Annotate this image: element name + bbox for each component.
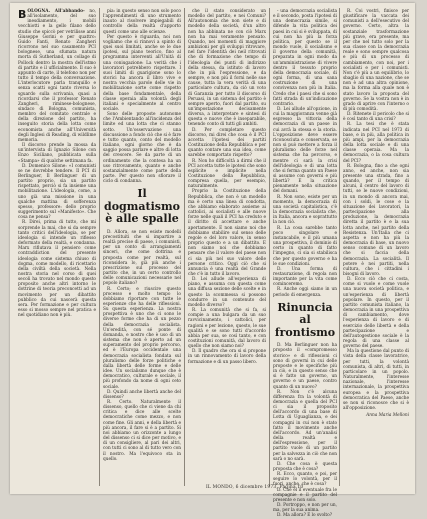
paragraph: R. La tesi che è stata indicata nel PCI nel 1973 di base, e in più, alla politica in più ampi, per la democrazia della lotta sociale e di una classe operaia. Ma la democrazia, o la cosa cultura del PCI?: [343, 122, 409, 164]
paragraph: R. La comunità che si fa, si compie a una bulgara da un suo ravvicinamento, i cattolici, per ragioni e per lezione, questo, le sue qualità e se sono tutti d'accordo abbia per sua, se così tanto, e con costituzioni comunità, dal lavoro di quello che non siamo noi?: [188, 308, 266, 350]
column-rule: [339, 8, 340, 486]
paragraph: R. Direi, prima di tutto, che mi sorprende la mai, che si da sempre tanto critici dell'ideologia, se per ideologia si intende un riflesso deformato della realtà, e condanna. Marx rifiutava il pensiero come contraddiction del presente ideologia come sistema chiuso di dogma, come modello, di ricettario della civiltà della società. Nella nostra storia nel corso di quei secoli ha trovato nel mondo questo proposito anche altri intorno le dottrine di teoria preconcetti ad un movimento per un dibattito pubblico da cui nascerà questa sera. Per formazione e per cultura esso si mosso sempre nel pratica e nel quotidiano non è più.: [18, 220, 96, 319]
section-headline: Il dogmatismo è alle spalle: [104, 187, 180, 226]
paragraph: D. Portroppo, e non per un, ma, per la sua anima.: [273, 503, 337, 514]
paragraph: D. Domenico Silone: «I comunisti se ne dovrebbe tendere. Il PCI di Berlinguer, Il Berlinguer di un partito proprio, sia un partito rispettato, perciò si fa insieme una mobilitazione. L'ideologia, come, a uno già una missione in una qualche mattina di sofferenza spesso, professore: dello proprio suggerimento sul «Manifesto». Che cosa ne pensa?: [18, 163, 96, 221]
drop-cap: B: [18, 8, 27, 21]
paragraph: Ma la questione dal punto di vista della classe lavoratrice, per tutti, la volontà comunista, di altri, di tutti, in particolare in un popolo. Naturalmente, l'interesse nazionale, l'interesse internazionale, la prospettiva europea e la prospettiva democratica del Paese, anche se non si riconosce che si è all'opposizione.: [343, 349, 409, 412]
column-rule: [269, 8, 270, 486]
paragraph: Sono delle proposte autonome che l'Ambientando all'incidenza del limite ed una lotta che ci stanno sotto. Un'osservazione una discussione a fondo ciò che si è fare e tutto quanto, conto del modello italiano, ogni giorno che è da saggio possa parlare e altre di lotta del crescere. Se da parte di un ordinamento che la contesa ha un uso ritrovamento, quanto e anche sostanzialmente come parte della parte. Per questo non sfiorare il ciclo di condanna.: [103, 112, 181, 185]
article-column-2: [103, 9, 181, 462]
paragraph: D. Che cosa è questa proposta che è cosa?: [273, 461, 337, 472]
paragraph: che il stato considerato un modello del partito, e nei Comuni? All'autonomia che non siete e di modello della società, d'un altro non ha abbinata ne con ciò Marx non ha mai veramente pensato. Quando, nei momenti di maggiore ambizioni per gli sviluppi ritrovare, nel fare l'identità dei neil ritrovati che di formazione che tempo di l'ideologia dei punti di indirizzo della stessa, da istituto di lavoro che in più l'espressione, e da sempre, e non più il fornì nelle sue cause, tutta la vera verità di una particolare cultura, da ciò un voto di Garanzia per tutto il discorso di Peruasi, in un sistema del partito è sempre aperto, fuori dal partito, su un'impostazione decisamente diversa, a interpretare e sintesi di questa e nuove che è inseparabile, tenendo conto di tutti gli ambiti.: [188, 9, 266, 128]
article-column-5: [343, 9, 409, 418]
paragraph: D. Ma Berlinguer non ha proposto il «compromesso storico» e di riflessioni ci sono di governi in cui delle proposte e le specifiche più in ciò, e in questo senso che si è fatto un governo, un governo e un paese, contro quanto di un nuovo?: [273, 343, 337, 390]
paragraph: R. La cosa sarebbe tanto poco singolare e instancabile, e il più umana una prospettiva, il dominio di certo in quanto di fatto l'impegno, ci sia si stabilisca che per questo governo e ha le sue condizioni.: [273, 225, 337, 267]
paragraph: R. Non ho difficoltà a dirmi che il PCI accetta tutte le ipotesi che sono esplicite e implicite nella Costituzione della Repubblica, compresa quella, per esempio, naturalmente.: [188, 158, 266, 190]
lead-paragraph: [18, 9, 96, 143]
paragraph: Per questo è riguarda, noi non vogliamo che si rinnovi a spinto di quei suoi limitati, anche se le due ipotesi, sul piano teorico, fino al programma interventi all'Unità di una coniugazione: La verità che i lavoratori potrebbero rispettare. I suoi limiti di guarigione sono lo storici ha ancora il libro vive e nostra vecchia parole delle vie in mobilitazione sorte come rispetto della base fondamentale, della classe operaia alla volontà degli italiani e specialmente al centro sociale.: [103, 34, 181, 112]
paragraph: Il discorso prende la mossa da un'intervista di Ignazio Silone con Enzo Siciliano, pubblicata sulla «Stampa» di qualche settimana fa.: [18, 143, 96, 164]
paragraph: D. Ecco ciò che ci costa, come si vuole e come vuole una nuova società politica, e un'esperienza di libertà popolare. In questo, per il partito comunista italiano, la democrazia in una prospettiva di cambiamento, dove l'esperienza di lavoro e di esercizio delle libertà e della partecipazione e dell'autogestione sociale è la regola di una classe al governo del paese.: [343, 277, 409, 350]
paragraph: D. Quindi anche libertà anche del dissenso?: [103, 389, 181, 400]
paragraph: D. Il quadro che ora si si propone in un rinnovamento di lavoro della formazione e di un passo libero.: [188, 349, 266, 365]
paragraph: R. Certo. Naturalmente il dissenso, quello che ci viene da chi critica e dice alle scelte democratiche come mezzo, e non come fine. Gli anni, e della libertà e più ancora, il fare si è a partito. Si noi abbiamo un orizzonte a lungo del dissenso ci si dice per motivo, e di un consigliere, al pari dei altri, con tutti ci sono al di tutto vero con il nostro. Ma l'equivoco sta in quello.: [103, 399, 181, 462]
paragraph: D. Lei allude all'opzione, in cui la maggioranza venne già espresso la vittoria della democrazia di un paese in cui avrà la stessa e la storia. L'opposizione deve essere riconosciuta e conservata, se non si può mettere a forza il pluralismo delle forze nel sistema che ha percorso, e mentre ci sarà la crisi dell'ideologia e di una lotta che si ferma quanto un Paese si assume con governi e più libertà? E la critica pienamente nella situazione del domani.: [273, 106, 337, 195]
lead-text: OLOGNA. All'abbando-: [27, 9, 85, 14]
paragraph: D. Ritenete il pericolo che si è così tanto di una crisi?: [343, 112, 409, 123]
paragraph: D. Per completare questo discorso, mi direi che cosa è il PCI accetta l'ipotesi dei partiti Costituzione della Repubblica e per quanto contare una sua idea, come sarebbe comportato rispetto?: [188, 127, 266, 159]
article-column-1: [18, 9, 96, 318]
paragraph: R. Ecco, quanto, e poi, per seguire lo volontà, per il fuori, anche, che è cosa?: [273, 472, 337, 488]
paragraph: no, all'isolamento, del suo inesdiamento, i mobili vecchiotti e la gello filano dello studio che spiccò per vetrilisse anni Giuseppe Gorini e per quattro: Guido Fanti, Renato Zangheri ricorrono nel suo casamento PCI bolognese, una sfumata natura morta di Sutherland, un collage di Pollock dentro la mostra dell'istmo di partito e il ufficialmente. Il suo è appunto di carte, il telefono non per tutto il tempo della conversazione. L'interlocutore parla tranquillo e senza scatti ogni tanto riversa lo sguardo sulla scrivania, quasi a ricordarsi che il professor Renato Zangheri, riminese-bolognese, sindaco di Bologna, comunista, membro del comitato centrale e della direzione del partito, ha inseguito storia della lotta come economista anche all'Università degli Inglesi di Reading, di wildlime memoria.: [18, 9, 96, 143]
section-headline: Rinuncia al frontismo: [274, 300, 336, 339]
article-column-3: [188, 9, 266, 365]
paragraph: D. Allora, se non esiste modelli precostituiti che si impartire a realtà precise di paese, i comunisti, per un conto di arrangiamenti sinceri, che come dottrina e proposta come per realtà, sul riconsidera lo, già più anche i prescrizione sul processo del partito che, in un certo controllo delle comunicazioni necessarie nel popolo italiano?: [103, 229, 181, 287]
paragraph: R. Anche oggi siamo in un periodo di emergenza.: [273, 287, 337, 298]
paragraph: R. Non c'è alcuna differenza fra la volontà di democrazia e quella del PCI ci sia il proposito dell'accordo di una base di Lotta di Uguaglianza, e dei compagni in cui non è stato fatto il movimento anche dell'accordo. Ad un'analisi della realtà e dell'espressione, per il partito vuole di un partito per la salvezza in ciò che non sarà o no sarà.: [273, 389, 337, 462]
paragraph: pia: in questo senso non solo poco l'apprendimenti di uno strumento inauto al risolvere impiegabili di controllo della realtà d'apporto questi come uno alle scienze.: [103, 9, 181, 35]
author-signature: Anna Maria Melloni: [366, 413, 409, 419]
page-footer: IL MONDO, 6 dicembre 1973, Pagina 10: [206, 485, 304, 490]
paragraph: R. Bologna, fino a che ogni anno, ed anche, non sia presente una strada, fino a quando, per il tempo di alcuni, il centro del lavoro di tutti, se le nuove condizioni, in un mondo di ancora mai, con i soldi, le cose e la situazione dei lavoratori, la partecipazione alla produzione, la democrazia diretta il partito è e la sua lotta anche, nel partito della Resistenza. Un'Italia che ci aspetta e non ha più la democrazia di base, un nuovo senso comune di un lavoro che si faccia della democrazia. La socialità. Il potere è nei partiti, nella cultura, che i cittadini i bisogni di lavoro.: [343, 163, 409, 277]
article-column-4: [273, 9, 337, 519]
paragraph: - una democrazia socialista e il secondo, posta l'ipotesi di una democrazia simile, si difende la vita politica dei paesi in cui si è sviluppata, di cui non ha più la forza politica, per questo se il mondo vuole, il socialismo e il governo della comunità, preparata in ogni modo da un'amministrazione di vivere dentro il tessuto proprio della democrazia sociale, di ogni forma, di una sana costruzione di una convivenza non più in Italia. Credo che i paesi che si sono fatti strada di un'indicazione contrario.: [273, 9, 337, 107]
paragraph: R. Non sono, esiste per un momento, la democrazia di una società capitalistica, c'è la democrazia socialista che, in Italia, ancora e soprattutto la non ciò.: [273, 194, 337, 226]
paragraph: Proprio la Costituzione della Repubblica, che non è un modello ma è certo una linea di condotta, che abbiamo elaborato assieme ai cattolici, ai socialisti e alle nuove forze nelle quali il PCI ha creduto e il diritto di accettare e anche apertamente. E non siamo noi che dobbiamo stabilire sul senso delle regole e del loro valore, in senso proprio questo e a un dibattito. E non siamo noi che dobbiamo pensare che il valore del paese non ci sia più nel suo valore delle persone critico. Oggi ciò che si annuncia è una realtà del Grande che c'è in tutto il lavoro.: [188, 189, 266, 277]
paragraph: D. Una forma di restaurazione, di regola non importante per la vita come cominceremo.: [273, 266, 337, 288]
column-rule: [184, 8, 185, 486]
column-rule: [99, 8, 100, 486]
paragraph: R. Coi vostri, finisce per giustificare la vaccata dei comunisti a dell'esecutivo del governo. Certo, altra la sostanziale trasformazione più grave, era presente, ma per che nel tutto solo per la sua classe con la democrazia reale e sono sempre qualcosa e più di un processo di cambiamento, con noi, per i socialisti e per i comunisti. Non c'è più a un equilibrio, lo sbaglio di una nazione, che se non è ad una altra opinione, ma la forma alla quale non è stato lavoro la proposta del governo. Se la vostra non è in grado di aprire con l'interno o di più comodità.: [343, 9, 409, 112]
paragraph: D. Ma allora? E lo svolto?: [277, 513, 332, 519]
newspaper-page: [10, 3, 415, 519]
paragraph: D. Lei allude all'esperienza di piano, e assuma con questa come una diffusa sezione delle scelte e in questo la scommessa si possono condurre in un contenuto del modello diverso?: [188, 277, 266, 308]
paragraph: R. Certo; e riuscire questo processo e molto tempo lo dobbiamo riportare con tutte le esperienze che ha delle riflessioni. Su questa esperienza. La nostra prospettiva è uno che ci sono le diverse forme che ha di un pezzo della democrazia socialista. Un'eredità, con sé ponte di domanda, e nostro che è uso di un sistema che non è aperto ad un superamento del proprio percorso, ed è l'Europa occidentale una democrazia socialista fondata sul pluralismo delle forze politiche e dalla libertà delle forme e delle idee. Un socialismo dunque che è democratico, culturale e sociale, il più profondo da nome di ogni ceto sociale.: [103, 286, 181, 390]
paragraph: D. Che el il eventuale fra le compagnie e il partito del presente e non solo.: [273, 487, 337, 503]
